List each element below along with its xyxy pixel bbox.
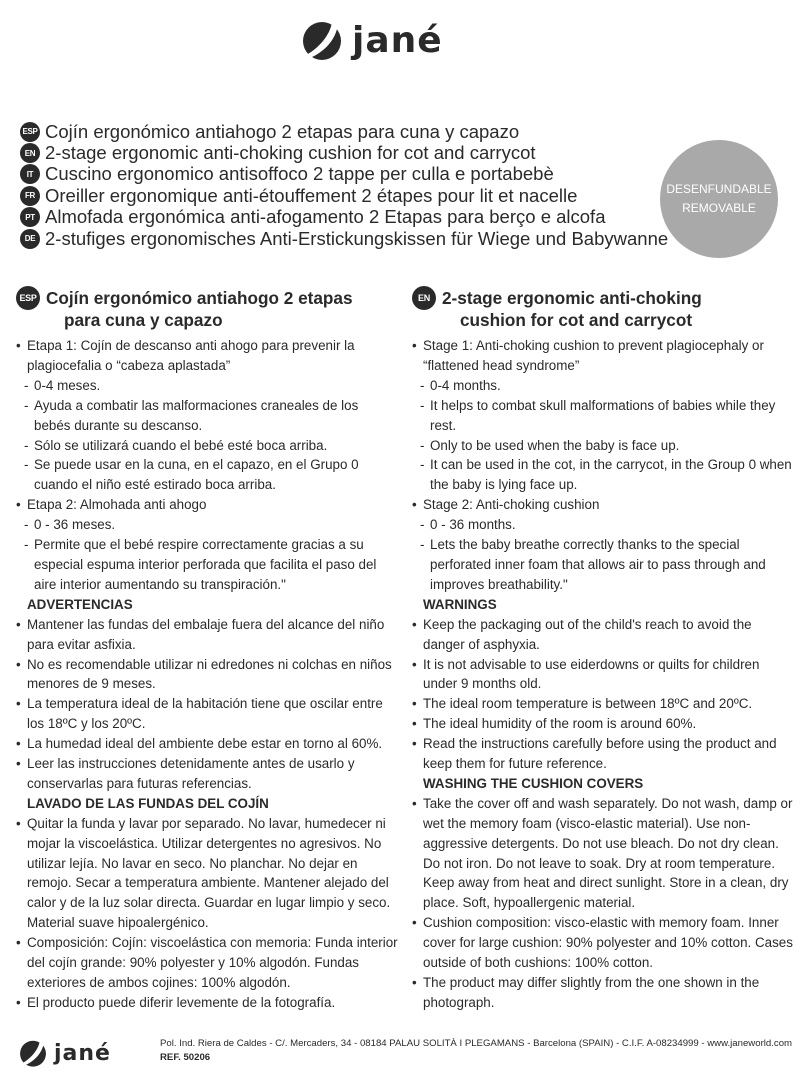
title-text: Oreiller ergonomique anti-étouffement 2 étapes pour lit et nacelle <box>45 184 578 206</box>
dash-item: - Only to be used when the baby is face up. <box>412 436 796 456</box>
section-title-line-2: para cuna y capazo <box>64 310 223 330</box>
section-title-esp <box>16 287 398 331</box>
dash-item: - 0-4 meses. <box>16 376 398 396</box>
bullet-item: • Read the instructions carefully before using the product and keep them for future reference. <box>412 734 796 774</box>
dash-item: - Se puede usar en la cuna, en el capazo, en el Grupo 0 cuando el niño esté estirado boca arriba. <box>16 455 398 495</box>
brand-wordmark: jané <box>352 19 443 61</box>
section-title-line-2: cushion for cot and carrycot <box>460 310 693 330</box>
footer-logo <box>18 1038 111 1068</box>
dash-item: - 0 - 36 meses. <box>16 515 398 535</box>
bullet-item: • Stage 2: Anti-choking cushion <box>412 495 796 515</box>
section-heading: WASHING THE CUSHION COVERS <box>423 775 644 791</box>
title-text: 2-stufiges ergonomisches Anti-Erstickungskissen für Wiege und Babywanne <box>45 227 669 249</box>
bullet-item: • La temperatura ideal de la habitación tiene que oscilar entre los 18ºC y los 20ºC. <box>16 694 398 734</box>
title-line <box>20 207 700 228</box>
jane-swoosh-icon <box>18 1038 48 1068</box>
bullet-item: • El producto puede diferir levemente de la fotografía. <box>16 993 398 1013</box>
bullet-item: • The product may differ slightly from the one shown in the photograph. <box>412 973 796 1013</box>
dash-item: - Lets the baby breathe correctly thanks to the special perforated inner foam that allows air to pass through and improves breathability." <box>412 535 796 595</box>
bullet-item: • It is not advisable to use eiderdowns or quilts for children under 9 months old. <box>412 655 796 695</box>
bullet-item: • Mantener las fundas del embalaje fuera del alcance del niño para evitar asfixia. <box>16 615 398 655</box>
section-title-en <box>412 287 796 331</box>
jane-swoosh-icon <box>300 18 344 62</box>
title-line <box>20 164 700 185</box>
dash-item: - 0 - 36 months. <box>412 515 796 535</box>
bullet-item: • Etapa 1: Cojín de descanso anti ahogo para prevenir la plagiocefalia o “cabeza aplastada” <box>16 336 398 376</box>
badge-line-2: REMOVABLE <box>682 201 756 215</box>
bullet-item: • Etapa 2: Almohada anti ahogo <box>16 495 398 515</box>
bullet-item: • No es recomendable utilizar ni edredones ni colchas en niños menores de 9 meses. <box>16 655 398 695</box>
brand-wordmark: jané <box>54 1040 111 1066</box>
dash-item: - It helps to combat skull malformations of babies while they rest. <box>412 396 796 436</box>
title-line <box>20 185 700 206</box>
removable-badge <box>660 140 778 258</box>
dash-item: - 0-4 months. <box>412 376 796 396</box>
lang-badge: ESP <box>20 122 40 142</box>
lang-badge: EN <box>412 286 436 310</box>
bullet-item: • Quitar la funda y lavar por separado. No lavar, humedecer ni mojar la viscoelástica. Utilizar detergentes no agresivos. No utilizar lejía. No lavar en seco. No planchar. No dejar en remojo. Secar a temperatura ambiente. Mantener alejado del calor y de la luz solar directa. Guardar en lugar limpio y seco. Material suave hipoalergénico. <box>16 814 398 933</box>
section-title-line-1: Cojín ergonómico antiahogo 2 etapas <box>46 288 353 308</box>
title-line <box>20 142 700 163</box>
bullet-item: • Stage 1: Anti-choking cushion to prevent plagiocephaly or “flattened head syndrome” <box>412 336 796 376</box>
footer <box>18 1034 792 1074</box>
title-text: Cojín ergonómico antiahogo 2 etapas para cuna y capazo <box>45 120 520 142</box>
brand-logo <box>300 16 443 64</box>
section-title-line-1: 2-stage ergonomic anti-choking <box>442 288 702 308</box>
bullet-item: • The ideal humidity of the room is around 60%. <box>412 714 796 734</box>
lang-badge: FR <box>20 186 40 206</box>
dash-item: - Sólo se utilizará cuando el bebé esté boca arriba. <box>16 436 398 456</box>
bullet-item: • The ideal room temperature is between 18ºC and 20ºC. <box>412 694 796 714</box>
title-line <box>20 121 700 142</box>
lang-badge: EN <box>20 143 40 163</box>
section-heading: ADVERTENCIAS <box>27 596 133 612</box>
title-text: Almofada ergonómica anti-afogamento 2 Etapas para berço e alcofa <box>45 206 606 228</box>
product-reference: REF. 50206 <box>160 1052 211 1063</box>
bullet-item: • Keep the packaging out of the child's reach to avoid the danger of asphyxia. <box>412 615 796 655</box>
title-line <box>20 228 700 249</box>
instruction-list-esp <box>16 336 398 1013</box>
bullet-item: • Composición: Cojín: viscoelástica con memoria: Funda interior del cojín grande: 90% polyester y 10% algodón. Fundas exteriores de ambos cojines: 100% algodón. <box>16 933 398 993</box>
footer-text <box>160 1037 792 1065</box>
bullet-item: • La humedad ideal del ambiente debe estar en torno al 60%. <box>16 734 398 754</box>
lang-badge: PT <box>20 207 40 227</box>
company-address: Pol. Ind. Riera de Caldes - C/. Mercaders, 34 - 08184 PALAU SOLITÀ I PLEGAMANS - Barcelona (SPAIN) - C.I.F. A-08234999 - www.janeworld.com <box>160 1038 793 1049</box>
column-esp <box>16 287 398 1013</box>
dash-item: - It can be used in the cot, in the carrycot, in the Group 0 when the baby is lying face up. <box>412 455 796 495</box>
lang-badge: DE <box>20 229 40 249</box>
lang-badge: IT <box>20 164 40 184</box>
instruction-list-en <box>412 336 796 1013</box>
badge-line-1: DESENFUNDABLE <box>666 182 772 197</box>
bullet-item: • Leer las instrucciones detenidamente antes de usarlo y conservarlas para futuras referencias. <box>16 754 398 794</box>
dash-item: - Ayuda a combatir las malformaciones craneales de los bebés durante su descanso. <box>16 396 398 436</box>
section-heading: WARNINGS <box>423 596 497 612</box>
bullet-item: • Take the cover off and wash separately. Do not wash, damp or wet the memory foam (visco-elastic material). Use non-aggressive detergents. Do not use bleach. Do not dry clean. Do not iron. Do not leave to soak. Dry at room temperature. Keep away from heat and direct sunlight. Store in a clean, dry place. Soft, hypoallergenic material. <box>412 794 796 913</box>
dash-item: - Permite que el bebé respire correctamente gracias a su especial espuma interior perforada que facilita el paso del aire interior aumentando su transpiración." <box>16 535 398 595</box>
section-heading: LAVADO DE LAS FUNDAS DEL COJÍN <box>27 795 269 811</box>
title-list <box>20 121 700 249</box>
title-text: Cuscino ergonomico antisoffoco 2 tappe per culla e portabebè <box>45 163 554 185</box>
column-en <box>412 287 796 1013</box>
title-text: 2-stage ergonomic anti-choking cushion for cot and carrycot <box>45 142 536 164</box>
bullet-item: • Cushion composition: visco-elastic with memory foam. Inner cover for large cushion: 90% polyester and 10% cotton. Cases outside of both cushions: 100% cotton. <box>412 913 796 973</box>
lang-badge: ESP <box>16 286 40 310</box>
